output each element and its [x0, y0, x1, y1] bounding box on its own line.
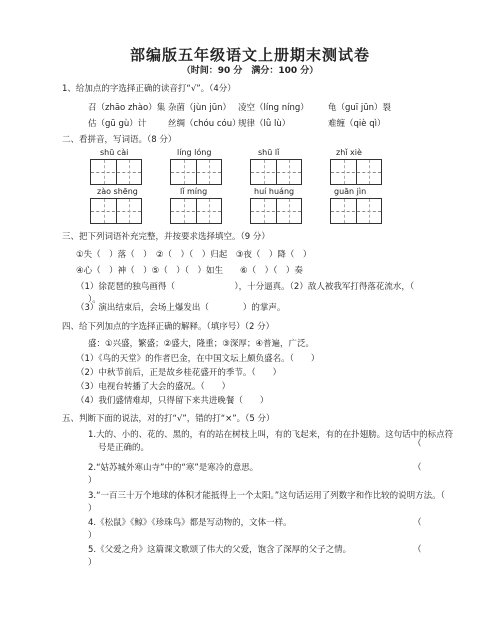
pinyin-label: zhǐ xiè: [336, 148, 362, 157]
tian-grid[interactable]: [90, 159, 142, 185]
q3-row: ①失（ ）落（ ） ②（ ）（ ）归起 ③夜（ ）降（ ）: [76, 250, 312, 260]
tian-grid[interactable]: [170, 159, 222, 185]
pinyin-label: lǐ míng: [180, 187, 208, 196]
tian-grid[interactable]: [250, 198, 302, 224]
q3-heading: 三、把下列词语补充完整，并按要求选择填空。（9 分）: [62, 232, 270, 242]
q1-item: 估（gū gù）计: [88, 119, 147, 129]
tian-grid[interactable]: [330, 198, 382, 224]
q5-statement: 4.《松鼠》《鲸》《珍珠鸟》都是写动物的，文体一样。: [88, 518, 292, 528]
pinyin-label: zào shēng: [97, 187, 138, 196]
q4-heading: 四、给下列加点的字选择正确的解释。（填序号）（2 分）: [62, 322, 275, 332]
q3-sentence: ）。: [88, 295, 101, 305]
tian-grid[interactable]: [250, 159, 302, 185]
q4-item: （2）中秋节前后，正是故乡桂花盛开的季节。（ ）: [76, 368, 282, 378]
q5-statement: 5.《父爱之舟》这篇课文歌颂了伟大的父爱，饱含了深厚的父子之情。: [88, 545, 352, 555]
answer-bracket[interactable]: （: [413, 463, 422, 473]
q5-statement: 2.“姑苏城外寒山寺”中的“寒”是寒冷的意思。: [88, 463, 259, 473]
q5-statement: 3.“一百三十万个地球的体积才能抵得上一个太阳。”这句话运用了列数字和作比较的说明方法。（: [88, 491, 445, 501]
answer-bracket[interactable]: （: [413, 439, 422, 449]
tian-grid[interactable]: [330, 159, 382, 185]
q1-item: 丝绸（chóu cóu）: [168, 119, 241, 129]
q5-statement: 1.大的、小的、花的、黑的，有的站在树枝上叫，有的飞起来，有的在扑翅膀。这句话中的标点符: [88, 430, 454, 440]
q2-heading: 二、看拼音，写词语。（8 分）: [62, 135, 177, 145]
tian-grid[interactable]: [90, 198, 142, 224]
answer-bracket-close: ）: [88, 531, 97, 541]
q1-item: 杂菌（jùn jūn）: [168, 103, 231, 113]
q1-heading: 1、给加点的字选择正确的读音打“√”。（4分）: [62, 84, 236, 94]
pinyin-label: huí huáng: [254, 187, 295, 196]
q4-definition: 盛：①兴盛，繁盛；②盛大，隆重；③深厚；④普遍，广泛。: [88, 339, 314, 349]
q5-statement-cont: 号是正确的。: [98, 443, 150, 453]
q3-sentence: （3）演出结束后，会场上爆发出（ ）的掌声。: [76, 303, 286, 313]
answer-bracket[interactable]: （: [413, 545, 422, 555]
page-subtitle: （时间：90 分 满分：100 分）: [181, 66, 319, 76]
q1-item: 凌空（líng níng）: [238, 103, 309, 113]
q1-item: 龟（guī jūn）裂: [328, 103, 391, 113]
q4-item: （4）我们盛情难却，只得留下来共进晚餐（ ）: [76, 396, 269, 406]
q1-item: 召（zhāo zhào）集: [88, 103, 166, 113]
q4-item: （3）电视台转播了大会的盛况。（ ）: [76, 382, 231, 392]
page-title: 部编版五年级语文上册期末测试卷: [129, 46, 370, 64]
q3-row: ④心（ ）神（ ）⑤（ ）（ ）如生 ⑥（ ）（ ）奏: [76, 266, 303, 276]
pinyin-label: líng lóng: [177, 148, 212, 157]
q5-heading: 五、判断下面的说法，对的打“√”，错的打“×”。（5 分）: [62, 414, 275, 424]
pinyin-label: shū cài: [100, 148, 129, 157]
answer-bracket-close: ）: [88, 476, 97, 486]
q1-item: 规律（lǜ lù）: [238, 119, 291, 129]
q4-item: （1）《鸟的天堂》的作者巴金，在中国文坛上颇负盛名。（ ）: [76, 354, 320, 364]
answer-bracket-close: ）: [88, 558, 97, 568]
tian-grid[interactable]: [170, 198, 222, 224]
pinyin-label: shū lǐ: [258, 148, 280, 157]
pinyin-label: guān jìn: [334, 187, 367, 196]
answer-bracket[interactable]: （: [413, 518, 422, 528]
answer-bracket-close: ）: [88, 504, 97, 514]
q1-item: 难缠（qiè qì）: [328, 119, 386, 129]
q3-sentence: （1）徐琵琶的独鸟画得（ ），十分逼真。（2）敌人被我军打得落花流水，（: [76, 282, 415, 292]
